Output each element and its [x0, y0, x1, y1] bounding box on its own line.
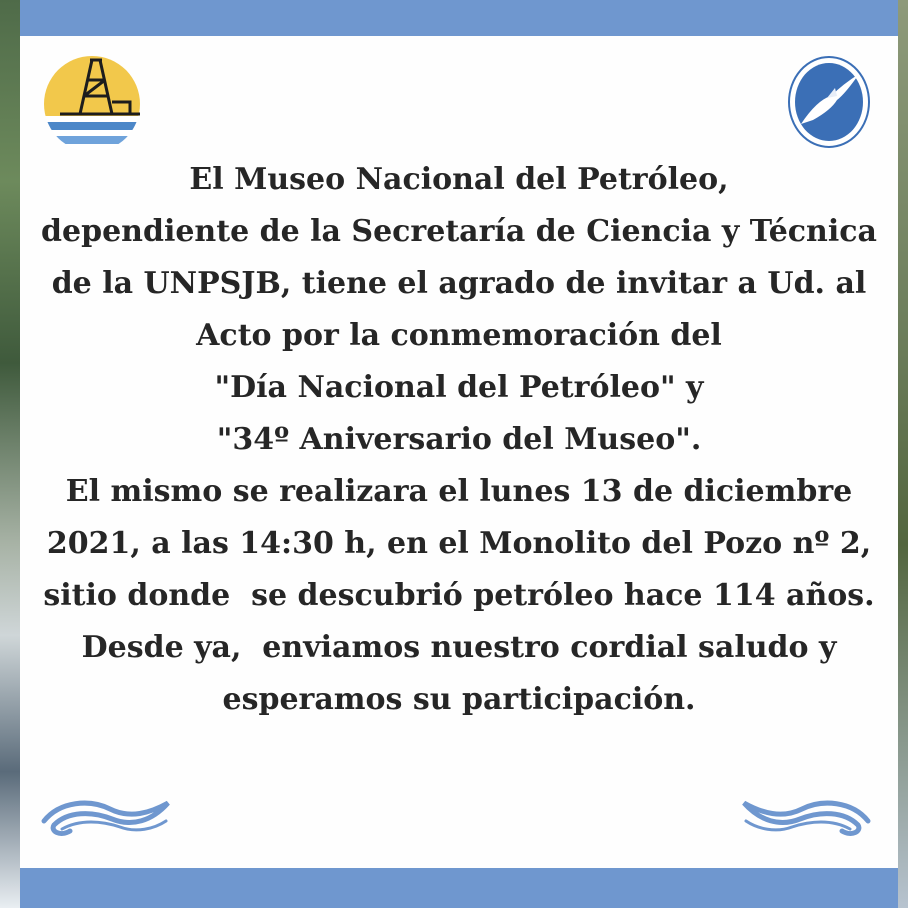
- invitation-line-6: "34º Aniversario del Museo".: [216, 422, 702, 457]
- invitation-line-11: esperamos su participación.: [222, 682, 696, 717]
- museum-logo-icon: [40, 54, 144, 150]
- university-seal-icon: [787, 54, 871, 150]
- wave-ornament-icon: [740, 791, 872, 841]
- background-photo-right: [898, 0, 908, 908]
- top-blue-band: [20, 0, 898, 36]
- background-photo-left: [0, 0, 20, 908]
- invitation-line-8: 2021, a las 14:30 h, en el Monolito del Pozo nº 2,: [46, 526, 872, 561]
- invitation-line-4: Acto por la conmemoración del: [196, 318, 722, 353]
- invitation-line-7: El mismo se realizara el lunes 13 de diciembre: [65, 474, 853, 509]
- invitation-line-3: de la UNPSJB, tiene el agrado de invitar a Ud. al: [51, 266, 867, 301]
- wave-ornament-icon: [40, 791, 172, 841]
- invitation-card: [20, 36, 898, 868]
- invitation-line-10: Desde ya, enviamos nuestro cordial saludo y: [81, 630, 837, 665]
- invitation-line-9: sitio donde se descubrió petróleo hace 114 años.: [43, 578, 875, 613]
- bottom-blue-band: [20, 868, 898, 908]
- invitation-text: [20, 154, 898, 726]
- invitation-line-5: "Día Nacional del Petróleo" y: [214, 370, 704, 405]
- invitation-line-2: dependiente de la Secretaría de Ciencia y Técnica: [41, 214, 877, 249]
- invitation-line-1: El Museo Nacional del Petróleo,: [189, 162, 729, 197]
